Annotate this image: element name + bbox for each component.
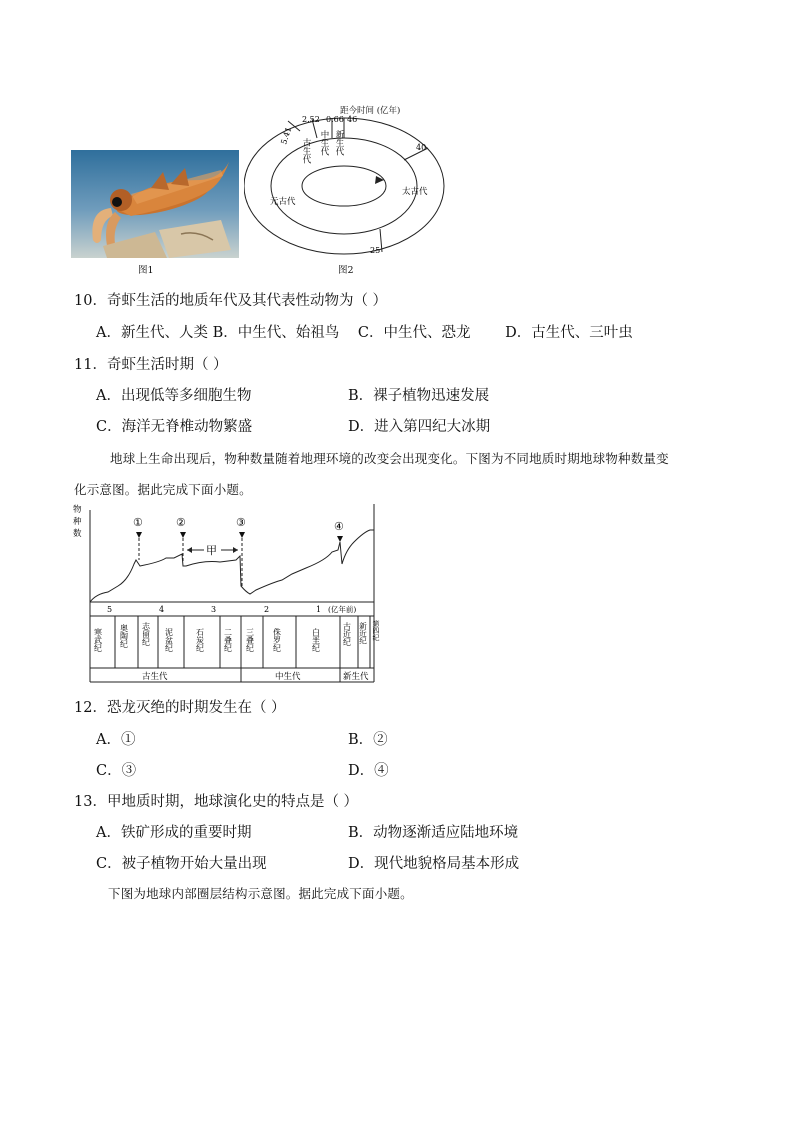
q13-option-c[interactable]: C．被子植物开始大量出现 xyxy=(96,856,267,872)
q13-option-b[interactable]: B．动物逐渐适应陆地环境 xyxy=(348,825,519,841)
marker-2 xyxy=(176,516,186,562)
q11-option-c[interactable]: C．海洋无脊椎动物繁盛 xyxy=(96,419,253,435)
fig2-era-paleozoic: 古生代 xyxy=(301,138,311,164)
era-mesozoic: 中生代 xyxy=(275,672,301,682)
chart-ylabel-1: 物 xyxy=(73,505,82,515)
fig2-era-cenozoic: 新生代 xyxy=(334,130,344,156)
question-11-text: 奇虾生活时期（ ） xyxy=(106,357,228,373)
svg-text:甲: 甲 xyxy=(206,544,217,557)
q12-option-d[interactable]: D．④ xyxy=(348,763,389,779)
question-10-text: 奇虾生活的地质年代及其代表性动物为（ ） xyxy=(106,293,388,309)
question-11-stem xyxy=(74,353,228,374)
question-12-number: 12． xyxy=(74,700,107,716)
fig2-era-proterozoic: 元古代 xyxy=(270,197,296,207)
fig2-tick-252: 2.52 xyxy=(302,115,320,124)
q13-option-d[interactable]: D．现代地貌格局基本形成 xyxy=(348,856,520,872)
period-paleogene: 古近纪 xyxy=(342,622,352,646)
q10-option-b[interactable]: B．中生代、始祖鸟 xyxy=(212,325,340,341)
figure2-caption: 图2 xyxy=(338,265,354,276)
question-12-stem xyxy=(74,696,286,717)
q12-option-c[interactable]: C．③ xyxy=(96,763,137,779)
period-cretaceous: 白垩纪 xyxy=(311,628,321,652)
question-12-text: 恐龙灭绝的时期发生在（ ） xyxy=(106,700,286,716)
species-curve xyxy=(90,530,374,602)
period-cambrian: 寒武纪 xyxy=(93,628,103,652)
svg-text:①: ① xyxy=(133,516,143,529)
question-11-number: 11． xyxy=(74,357,107,373)
x-tick-2: 2 xyxy=(264,605,270,614)
q10-option-a[interactable]: A．新生代、人类 xyxy=(96,325,208,341)
period-ordovician: 奥陶纪 xyxy=(119,624,129,648)
period-jurassic: 侏罗纪 xyxy=(272,628,282,652)
x-tick-5: 5 xyxy=(107,605,113,614)
period-permian: 二叠纪 xyxy=(223,628,233,652)
chart-ylabel-2: 种 xyxy=(73,517,82,527)
q10-option-d[interactable]: D．古生代、三叶虫 xyxy=(505,325,633,341)
figure2-toplabel: 距今时间 (亿年) xyxy=(340,106,401,116)
period-silurian: 志留纪 xyxy=(141,622,151,646)
era-paleozoic: 古生代 xyxy=(142,672,168,682)
q13-option-a[interactable]: A．铁矿形成的重要时期 xyxy=(96,825,252,841)
chart-ylabel-3: 数 xyxy=(73,529,82,539)
intro-paragraph-line2: 化示意图。据此完成下面小题。 xyxy=(74,482,252,497)
period-neogene: 新近纪 xyxy=(358,622,368,645)
x-tick-4: 4 xyxy=(159,605,165,614)
question-13-stem xyxy=(74,790,358,811)
period-devonian: 泥盆纪 xyxy=(164,628,174,652)
q11-option-b[interactable]: B．裸子植物迅速发展 xyxy=(348,388,490,404)
question-10-number: 10． xyxy=(74,293,107,309)
intro-paragraph-2: 下图为地球内部圈层结构示意图。据此完成下面小题。 xyxy=(108,886,413,901)
fig2-tick-25: 25 xyxy=(370,246,381,255)
question-13-number: 13． xyxy=(74,794,107,810)
x-tick-1: 1 xyxy=(316,605,322,614)
figure1-image xyxy=(71,150,239,258)
fig2-tick-40: 40 xyxy=(416,143,427,152)
fig2-tick-46: 46 xyxy=(347,115,358,124)
jia-span xyxy=(187,544,238,557)
era-cenozoic: 新生代 xyxy=(343,672,369,682)
period-triassic: 三叠纪 xyxy=(245,628,255,652)
question-13-text: 甲地质时期，地球演化史的特点是（ ） xyxy=(106,794,359,810)
x-unit: (亿年前) xyxy=(328,605,357,614)
fig2-era-archean: 太古代 xyxy=(402,187,428,197)
svg-text:②: ② xyxy=(176,516,186,529)
q10-option-c[interactable]: C．中生代、恐龙 xyxy=(357,325,471,341)
q11-option-d[interactable]: D．进入第四纪大冰期 xyxy=(348,419,491,435)
q12-option-b[interactable]: B．② xyxy=(348,732,388,748)
intro-paragraph-line1: 地球上生命出现后，物种数量随着地理环境的改变会出现变化。下图为不同地质时期地球物种数量变 xyxy=(110,451,669,466)
species-chart xyxy=(70,502,380,684)
marker-4 xyxy=(334,520,344,542)
fig2-tick-541: 5.41 xyxy=(279,125,294,146)
question-10-options xyxy=(96,321,633,342)
q11-option-a[interactable]: A．出现低等多细胞生物 xyxy=(96,388,252,404)
q12-option-a[interactable]: A．① xyxy=(96,732,136,748)
svg-text:④: ④ xyxy=(334,520,344,533)
period-carboniferous: 石炭纪 xyxy=(195,628,205,652)
period-quaternary: 第四纪 xyxy=(372,620,380,641)
x-tick-3: 3 xyxy=(211,605,217,614)
figure2-diagram xyxy=(244,100,454,262)
question-10-stem xyxy=(74,289,387,310)
figure1-caption: 图1 xyxy=(138,265,154,276)
fig2-tick-066: 0.66 xyxy=(326,115,344,124)
marker-1 xyxy=(133,516,143,560)
svg-text:③: ③ xyxy=(236,516,246,529)
fig2-era-mesozoic: 中生代 xyxy=(319,130,329,156)
